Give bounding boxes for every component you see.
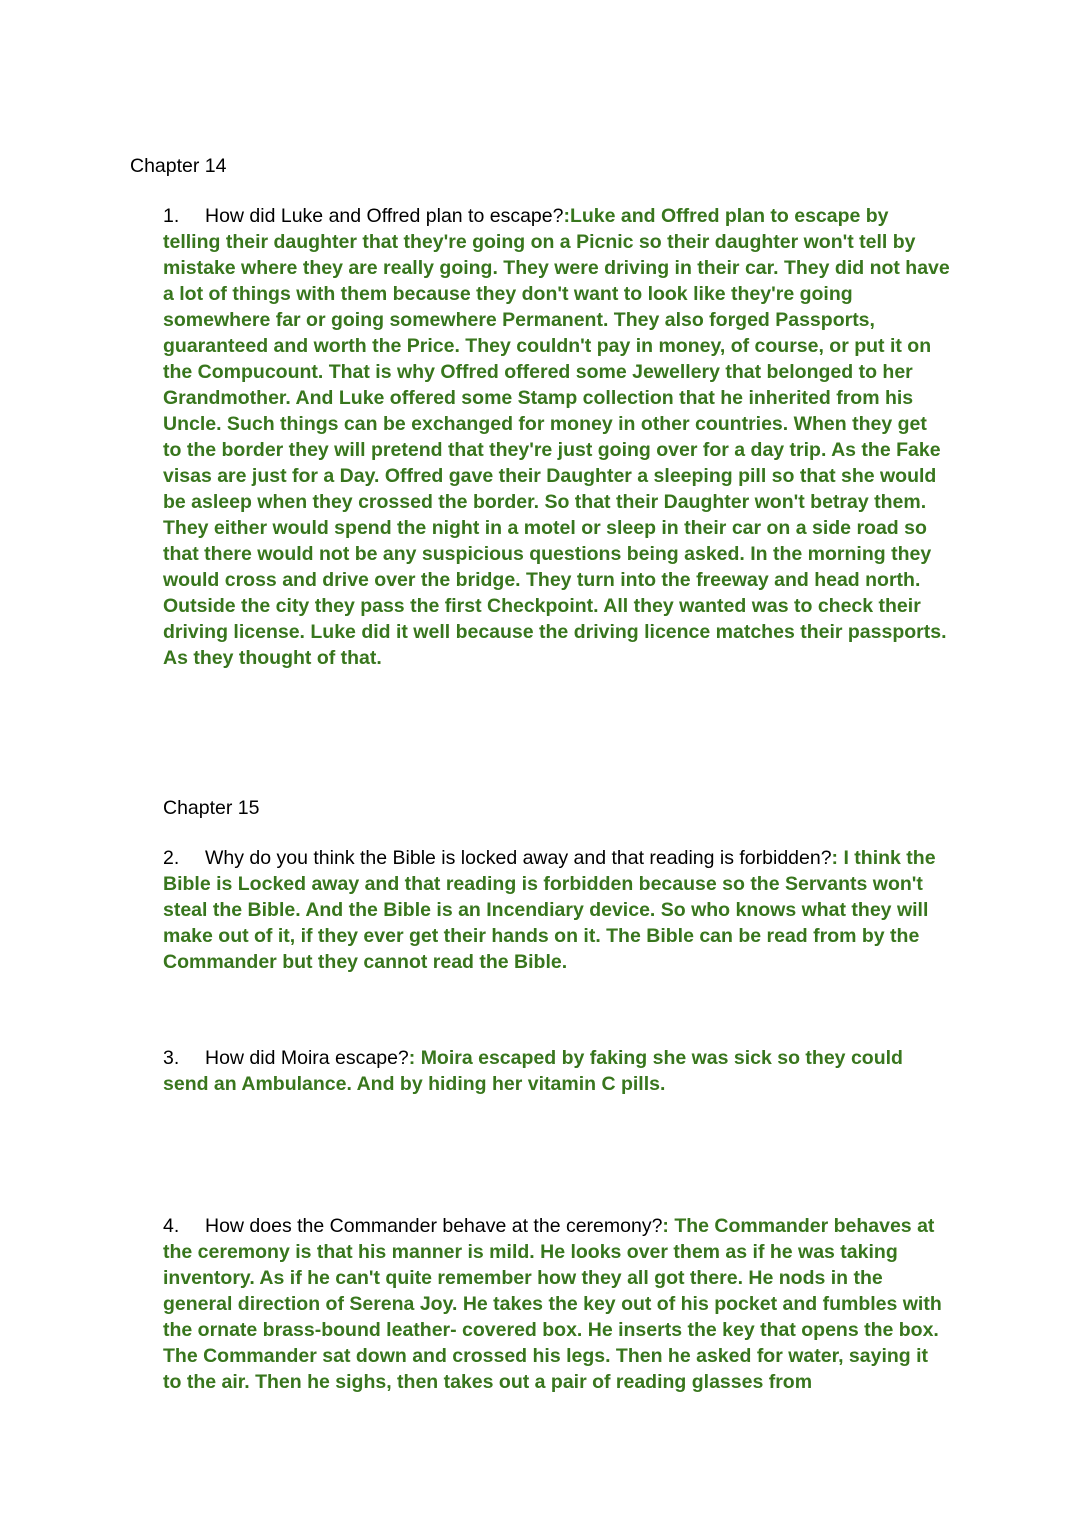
question-text: How does the Commander behave at the ceremony? xyxy=(205,1215,663,1237)
question-number: 4. xyxy=(163,1215,180,1237)
section-chapter-15 xyxy=(130,795,950,1395)
question-number: 2. xyxy=(163,847,180,869)
section-chapter-14 xyxy=(130,153,950,671)
question-number: 3. xyxy=(163,1047,180,1069)
answer-text: :Luke and Offred plan to escape by telling their daughter that they're going on a Picnic so their daughter won't tell by mistake where they are really going. They were driving in their car. They did not have a lot of things with them because they don't want to look like they're going somewhere far or going somewhere Permanent. They also forged Passports, guaranteed and worth the Price. They couldn't pay in money, of course, or put it on the Compucount. That is why Offred offered some Jewellery that belonged to her Grandmother. And Luke offered some Stamp collection that he inherited from his Uncle. Such things can be exchanged for money in other countries. When they get to the border they will pretend that they're just going over for a day trip. As the Fake visas are just for a Day. Offred gave their Daughter a sleeping pill so that she would be asleep when they crossed the border. So that their Daughter won't betray them. They either would spend the night in a motel or sleep in their car on a side road so that there would not be any suspicious questions being asked. In the morning they would cross and drive over the bridge. They turn into the freeway and head north. Outside the city they pass the first Checkpoint. All they wanted was to check their driving license. Luke did it well because the driving licence matches their passports. As they thought of that. xyxy=(163,205,950,669)
question-number: 1. xyxy=(163,205,180,227)
question-text: How did Moira escape? xyxy=(205,1047,409,1069)
qa-item xyxy=(163,203,950,671)
qa-item xyxy=(163,1045,950,1097)
qa-item xyxy=(163,845,950,975)
question-text: Why do you think the Bible is locked away and that reading is forbidden? xyxy=(205,847,832,869)
qa-item xyxy=(163,1213,950,1395)
question-text: How did Luke and Offred plan to escape? xyxy=(205,205,564,227)
answer-text: : The Commander behaves at the ceremony is that his manner is mild. He looks over them as if he was taking inventory. As if he can't quite remember how they all got there. He nods in the general direction of Serena Joy. He takes the key out of his pocket and fumbles with the ornate brass-bound leather- covered box. He inserts the key that opens the box. The Commander sat down and crossed his legs. Then he asked for water, saying it to the air. Then he sighs, then takes out a pair of reading glasses from xyxy=(163,1215,942,1393)
answer-text: : Moira escaped by faking she was sick so they could send an Ambulance. And by hiding her vitamin C pills. xyxy=(163,1047,903,1095)
answer-text: : I think the Bible is Locked away and that reading is forbidden because so the Servants won't steal the Bible. And the Bible is an Incendiary device. So who knows what they will make out of it, if they ever get their hands on it. The Bible can be read from by the Commander but they cannot read the Bible. xyxy=(163,847,936,973)
section-heading: Chapter 14 xyxy=(130,155,227,177)
section-heading: Chapter 15 xyxy=(163,797,260,819)
